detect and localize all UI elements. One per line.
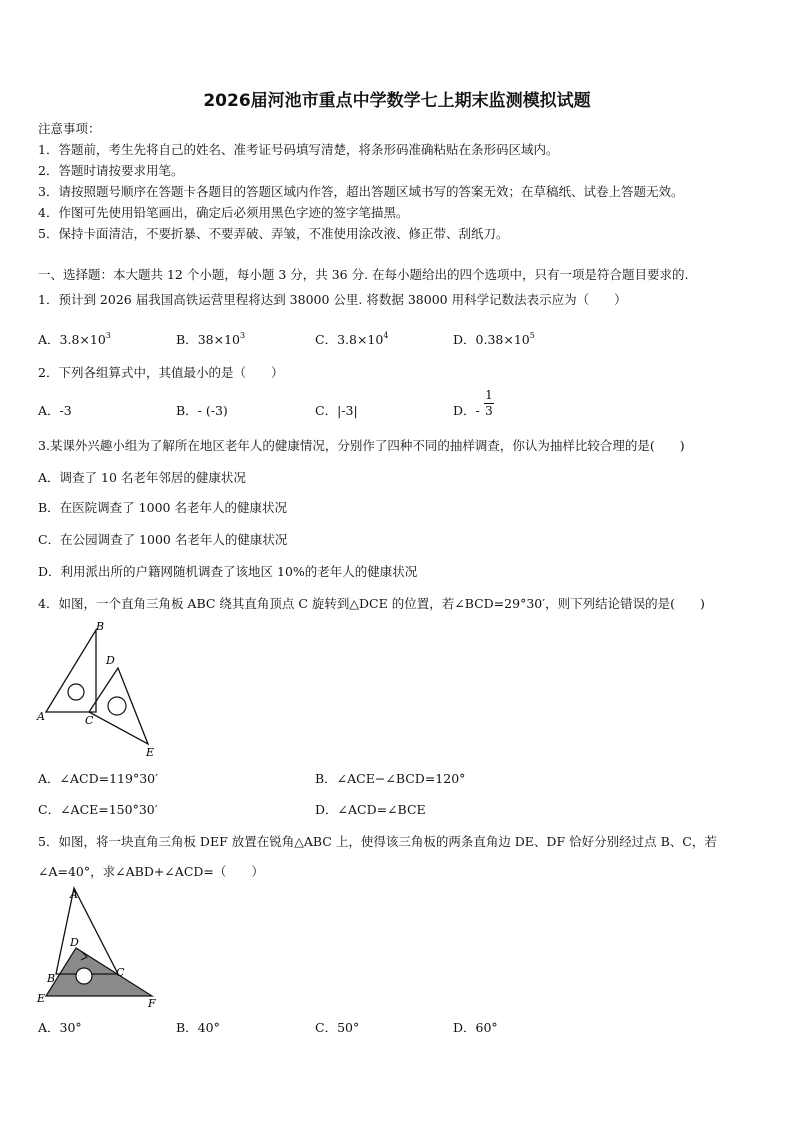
q1-c-label: C． [315,332,338,347]
q1-b-label: B． [176,332,198,347]
q5-stem-line-2: ∠A=40°，求∠ABD+∠ACD=（ ） [38,864,264,879]
q1-stem: 1．预计到 2026 届我国高铁运营里程将达到 38000 公里. 将数据 38000 用科学记数法表示应为（ ） [38,292,627,307]
q4-option-d: D．∠ACD=∠BCE [315,802,426,817]
q2-option-c: C．|-3| [315,403,358,418]
q1-option-c [315,330,388,348]
q3-option-a: A．调查了 10 名老年邻居的健康状况 [38,470,246,485]
q3-stem: 3.某课外兴趣小组为了解所在地区老年人的健康情况，分别作了四种不同的抽样调查，你认为抽样比较合理的是( ) [38,438,685,453]
page-title: 2026届河池市重点中学数学七上期末监测模拟试题 [203,91,591,111]
q1-d-label: D． [453,332,476,347]
q1-b-exp: 3 [239,331,246,340]
q1-c-base: 3.8×10 [337,332,384,347]
triangle-abc [46,630,96,712]
q2-d-denominator: 3 [485,404,493,418]
q1-d-exp: 5 [529,331,535,340]
q2-d-numerator: 1 [485,388,493,402]
q3-option-d: D．利用派出所的户籍网随机调查了该地区 10%的老年人的健康状况 [38,564,418,579]
hole-circle-abc [68,684,84,700]
q5-figure [34,886,164,1010]
q1-option-d [453,330,535,348]
q4-option-b: B．∠ACE−∠BCD=120° [315,771,466,786]
q3-option-b: B．在医院调查了 1000 名老年人的健康状况 [38,500,287,515]
label-c: C [116,966,125,979]
q1-b-base: 38×10 [197,332,240,347]
q2-stem: 2．下列各组算式中，其值最小的是（ ） [38,365,284,380]
q4-option-c: C．∠ACE=150°30′ [38,802,158,817]
q5-option-c: C．50° [315,1020,360,1035]
q5-option-d: D．60° [453,1020,498,1035]
q2-option-a: A．-3 [38,403,72,418]
q1-d-base: 0.38×10 [475,332,530,347]
notice-item-3: 3．请按照题号顺序在答题卡各题目的答题区域内作答，超出答题区域书写的答案无效；在草稿纸、试卷上答题无效。 [38,184,684,199]
label-e: E [146,746,155,759]
q2-option-d-fraction [484,389,494,418]
q3-option-c: C．在公园调查了 1000 名老年人的健康状况 [38,532,288,547]
q2-option-b: B．- (-3) [176,403,228,418]
triangle-def [46,948,152,996]
q1-a-base: 3.8×10 [59,332,106,347]
q2-option-d-label: D．- [453,403,480,418]
section-heading: 一、选择题：本大题共 12 个小题，每小题 3 分，共 36 分. 在每小题给出的四个选项中，只有一项是符合题目要求的. [38,267,689,282]
hole-circle [76,968,92,984]
label-d: D [70,936,79,949]
q4-option-a: A．∠ACD=119°30′ [38,771,158,786]
q5-stem-line-1: 5．如图，将一块直角三角板 DEF 放置在锐角△ABC 上，使得该三角板的两条直角边 DE、DF 恰好分别经过点 B、C，若 [38,834,717,849]
triangle-dce [89,668,148,744]
label-e: E [37,992,46,1005]
label-d: D [106,654,115,667]
q1-option-a [38,330,111,348]
notice-item-4: 4．作图可先使用铅笔画出，确定后必须用黑色字迹的签字笔描黑。 [38,205,409,220]
hole-circle-dce [108,697,126,715]
label-b: B [96,620,105,633]
q1-a-label: A． [38,332,60,347]
q1-c-exp: 4 [383,331,389,340]
notice-item-1: 1．答题前，考生先将自己的姓名、准考证号码填写清楚，将条形码准确粘贴在条形码区域内。 [38,142,559,157]
label-a: A [37,710,45,723]
notice-item-2: 2．答题时请按要求用笔。 [38,163,184,178]
q1-a-exp: 3 [105,331,111,340]
label-f: F [148,997,156,1010]
label-a: A [70,888,78,901]
q5-option-b: B．40° [176,1020,220,1035]
notice-item-5: 5．保持卡面清洁，不要折暴、不要弄破、弄皱，不准使用涂改液、修正带、刮纸刀。 [38,226,509,241]
label-b: B [47,972,56,985]
q1-option-b [176,330,245,348]
q4-stem: 4．如图，一个直角三角板 ABC 绕其直角顶点 C 旋转到△DCE 的位置，若∠BCD=29°30′，则下列结论错误的是( ) [38,596,705,611]
q4-figure [34,618,169,760]
label-c: C [85,714,94,727]
q5-option-a: A．30° [38,1020,82,1035]
notice-heading: 注意事项： [38,121,101,136]
